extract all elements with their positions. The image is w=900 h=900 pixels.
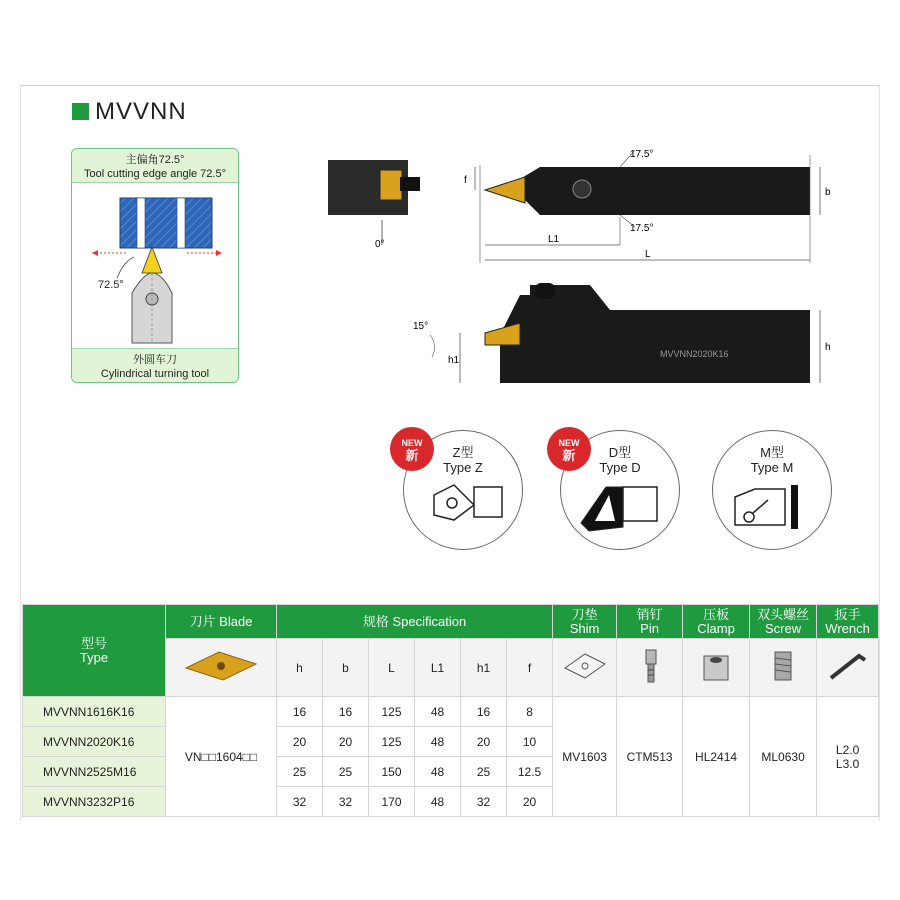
angle-panel-footer	[72, 348, 238, 382]
type-z-badge-cn: 新	[405, 449, 419, 464]
screw-icon	[763, 646, 803, 686]
row-l1: 48	[415, 727, 461, 757]
pin-header-cn: 销钉	[636, 606, 663, 622]
screw-header-en: Screw	[765, 620, 802, 636]
screw-value: ML0630	[750, 697, 817, 817]
spec-col-l1: L1	[415, 639, 461, 697]
angle-bottom-label: 17.5°	[630, 223, 654, 234]
angle-side-label: 15°	[413, 321, 429, 332]
type-d-badge-cn: 新	[562, 449, 576, 464]
tool-kind-cn: 外圆车刀	[133, 354, 177, 366]
screw-header-cn: 双头螺丝	[757, 606, 810, 622]
clamp-icon	[696, 646, 736, 686]
row-f: 20	[507, 787, 553, 817]
row-h1: 16	[461, 697, 507, 727]
wrench-icon	[823, 646, 873, 686]
type-d-cn: D型	[608, 445, 632, 460]
tool-kind-en: Cylindrical turning tool	[100, 368, 210, 380]
type-z-en: Type Z	[443, 460, 483, 475]
shim-header-cn: 刀垫	[571, 606, 598, 622]
type-z-badge-text: NEW	[401, 438, 423, 448]
spec-col-h: h	[277, 639, 323, 697]
row-f: 8	[507, 697, 553, 727]
pin-image-cell	[617, 639, 683, 697]
cutting-diagram	[72, 183, 238, 348]
angle-value-label: 72.5°	[98, 279, 124, 291]
type-header-en: Type	[79, 649, 109, 665]
angle-panel-header	[72, 149, 238, 183]
row-h1: 20	[461, 727, 507, 757]
type-d-badge-text: NEW	[558, 438, 580, 448]
blade-value: VN□□1604□□	[166, 697, 277, 817]
insert-icon	[181, 646, 261, 686]
type-m-diagram	[713, 475, 831, 545]
clamp-header-en: Clamp	[697, 620, 735, 636]
spec-col-f: f	[507, 639, 553, 697]
row-h1: 32	[461, 787, 507, 817]
row-h: 20	[277, 727, 323, 757]
type-z-new-badge	[388, 425, 436, 478]
type-d-new-badge	[545, 425, 593, 478]
spec-table	[22, 604, 879, 817]
pin-value: CTM513	[617, 697, 683, 817]
clamp-value: HL2414	[683, 697, 750, 817]
pin-icon	[630, 646, 670, 686]
type-d-diagram	[561, 475, 679, 545]
row-type: MVVNN2525M16	[23, 757, 166, 787]
dim-f-label: f	[464, 175, 467, 186]
shim-header	[553, 605, 617, 639]
row-b: 32	[323, 787, 369, 817]
title-marker-icon	[72, 103, 89, 120]
angle-title-en: Tool cutting edge angle 72.5°	[83, 168, 226, 180]
type-header-cn: 型号	[80, 635, 107, 651]
blade-image-cell	[166, 639, 277, 697]
row-l: 170	[369, 787, 415, 817]
spec-col-h1: h1	[461, 639, 507, 697]
row-l: 125	[369, 697, 415, 727]
type-z-cn: Z型	[452, 445, 474, 460]
row-f: 10	[507, 727, 553, 757]
tool-holder-drawing	[320, 145, 840, 405]
row-h: 25	[277, 757, 323, 787]
dim-h1-label: h1	[448, 355, 460, 366]
shim-value: MV1603	[553, 697, 617, 817]
wrench-header-en: Wrench	[825, 620, 870, 636]
wrench-value-1: L2.0	[835, 742, 860, 757]
row-l1: 48	[415, 697, 461, 727]
row-h: 32	[277, 787, 323, 817]
wrench-value-2: L3.0	[835, 756, 860, 771]
angle-title-cn: 主偏角72.5°	[125, 154, 185, 166]
cutting-angle-panel	[71, 148, 239, 383]
type-m-cn: M型	[760, 445, 784, 460]
type-z-diagram	[404, 475, 522, 545]
row-l1: 48	[415, 757, 461, 787]
blade-header: 刀片 Blade	[166, 605, 277, 639]
angle-top-label: 17.5°	[630, 149, 654, 160]
row-l1: 48	[415, 787, 461, 817]
row-b: 16	[323, 697, 369, 727]
table-row	[23, 697, 879, 727]
row-f: 12.5	[507, 757, 553, 787]
shim-header-en: Shim	[569, 620, 600, 636]
wrench-header	[817, 605, 879, 639]
shim-image-cell	[553, 639, 617, 697]
pin-header	[617, 605, 683, 639]
clamp-image-cell	[683, 639, 750, 697]
type-m-en: Type M	[750, 460, 794, 475]
clamp-header	[683, 605, 750, 639]
screw-header	[750, 605, 817, 639]
row-type: MVVNN3232P16	[23, 787, 166, 817]
row-l: 125	[369, 727, 415, 757]
type-header	[23, 605, 166, 697]
clamp-header-cn: 压板	[703, 606, 730, 622]
row-h1: 25	[461, 757, 507, 787]
pin-header-en: Pin	[640, 620, 659, 636]
shim-icon	[560, 648, 610, 684]
type-d-en: Type D	[599, 460, 641, 475]
row-b: 20	[323, 727, 369, 757]
dim-l1-label: L1	[548, 234, 560, 245]
row-h: 16	[277, 697, 323, 727]
dim-b-label: b	[825, 187, 831, 198]
page-title: MVVNN	[95, 98, 187, 125]
spec-col-l: L	[369, 639, 415, 697]
dim-h-label: h	[825, 342, 831, 353]
screw-image-cell	[750, 639, 817, 697]
wrench-header-cn: 扳手	[834, 606, 861, 622]
spec-header: 规格 Specification	[277, 605, 553, 639]
wrench-image-cell	[817, 639, 879, 697]
angle-zero-label: 0°	[375, 239, 385, 250]
row-b: 25	[323, 757, 369, 787]
wrench-value	[817, 697, 879, 817]
dim-l-label: L	[645, 249, 651, 260]
body-marking: MVVNN2020K16	[660, 349, 729, 359]
type-m-circle	[712, 430, 832, 550]
row-type: MVVNN1616K16	[23, 697, 166, 727]
row-l: 150	[369, 757, 415, 787]
row-type: MVVNN2020K16	[23, 727, 166, 757]
spec-col-b: b	[323, 639, 369, 697]
